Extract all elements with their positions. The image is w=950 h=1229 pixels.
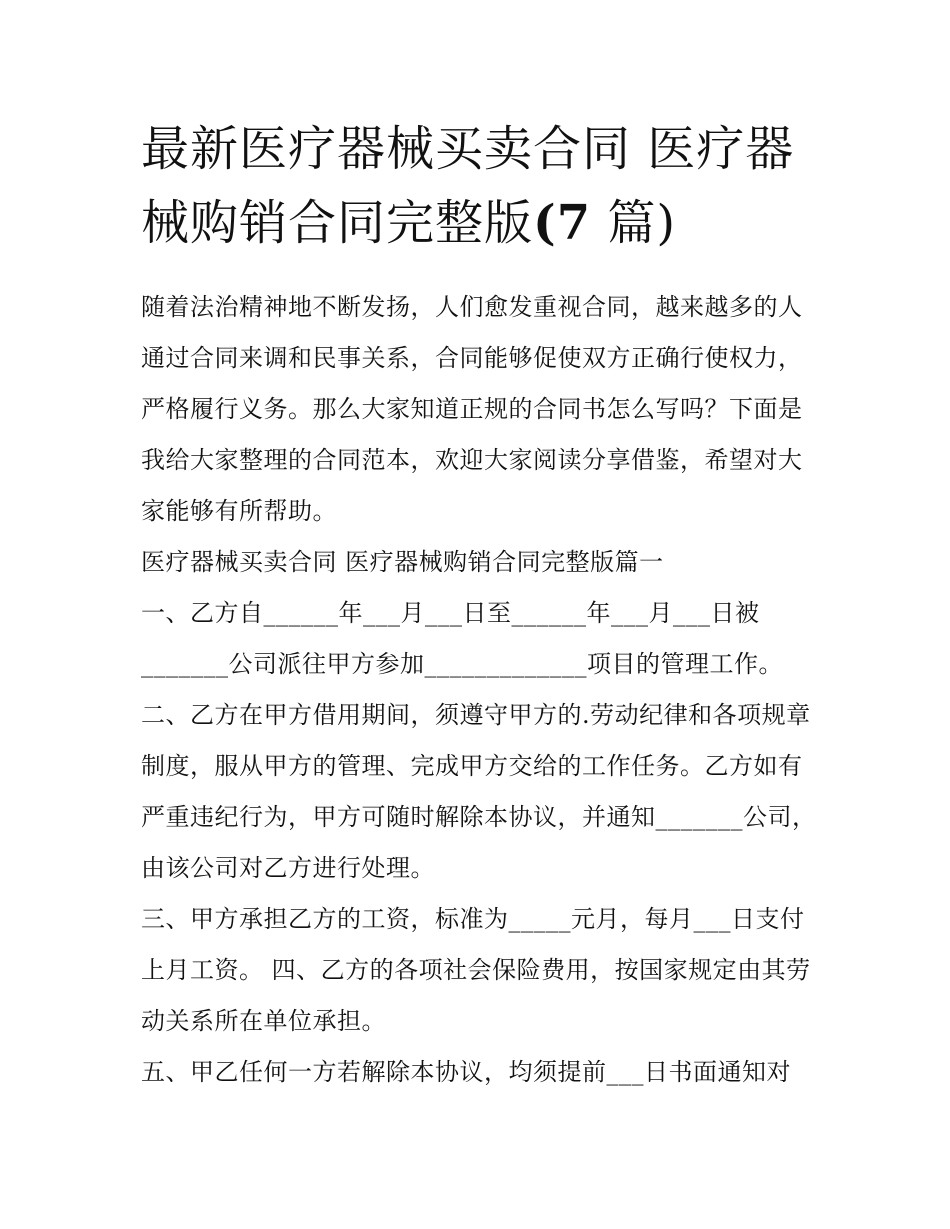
document-page [141, 112, 821, 1098]
clause-2: 二、乙方在甲方借用期间，须遵守甲方的.劳动纪律和各项规章制度，服从甲方的管理、完成甲方交给的工作任务。乙方如有严重违纪行为，甲方可随时解除本协议，并通知_______公司，由该公司对乙方进行处理。 [141, 701, 817, 882]
title-text: 最新医疗器械买卖合同 医疗器械购销合同完整版 [141, 121, 795, 251]
intro-paragraph: 随着法治精神地不断发扬，人们愈发重视合同，越来越多的人通过合同来调和民事关系，合同能够促使双方正确行使权力，严格履行义务。那么大家知道正规的合同书怎么写吗？下面是我给大家整理的合同范本，欢迎大家阅读分享借鉴，希望对大家能够有所帮助。 [141, 293, 803, 525]
title-suffix: 篇) [607, 195, 677, 251]
clause-3: 三、甲方承担乙方的工资，标准为_____元月，每月___日支付上月工资。 四、乙方的各项社会保险费用，按国家规定由其劳动关系所在单位承担。 [141, 905, 811, 1035]
document-title [141, 112, 821, 260]
section-heading: 医疗器械买卖合同 医疗器械购销合同完整版篇一 [141, 548, 664, 576]
title-count: (7 [533, 195, 592, 251]
clause-5: 五、甲乙任何一方若解除本协议，均须提前___日书面通知对 [141, 1058, 791, 1086]
clause-1: 一、乙方自______年___月___日至______年___月___日被_______公司派往甲方参加_____________项目的管理工作。 [141, 599, 783, 678]
